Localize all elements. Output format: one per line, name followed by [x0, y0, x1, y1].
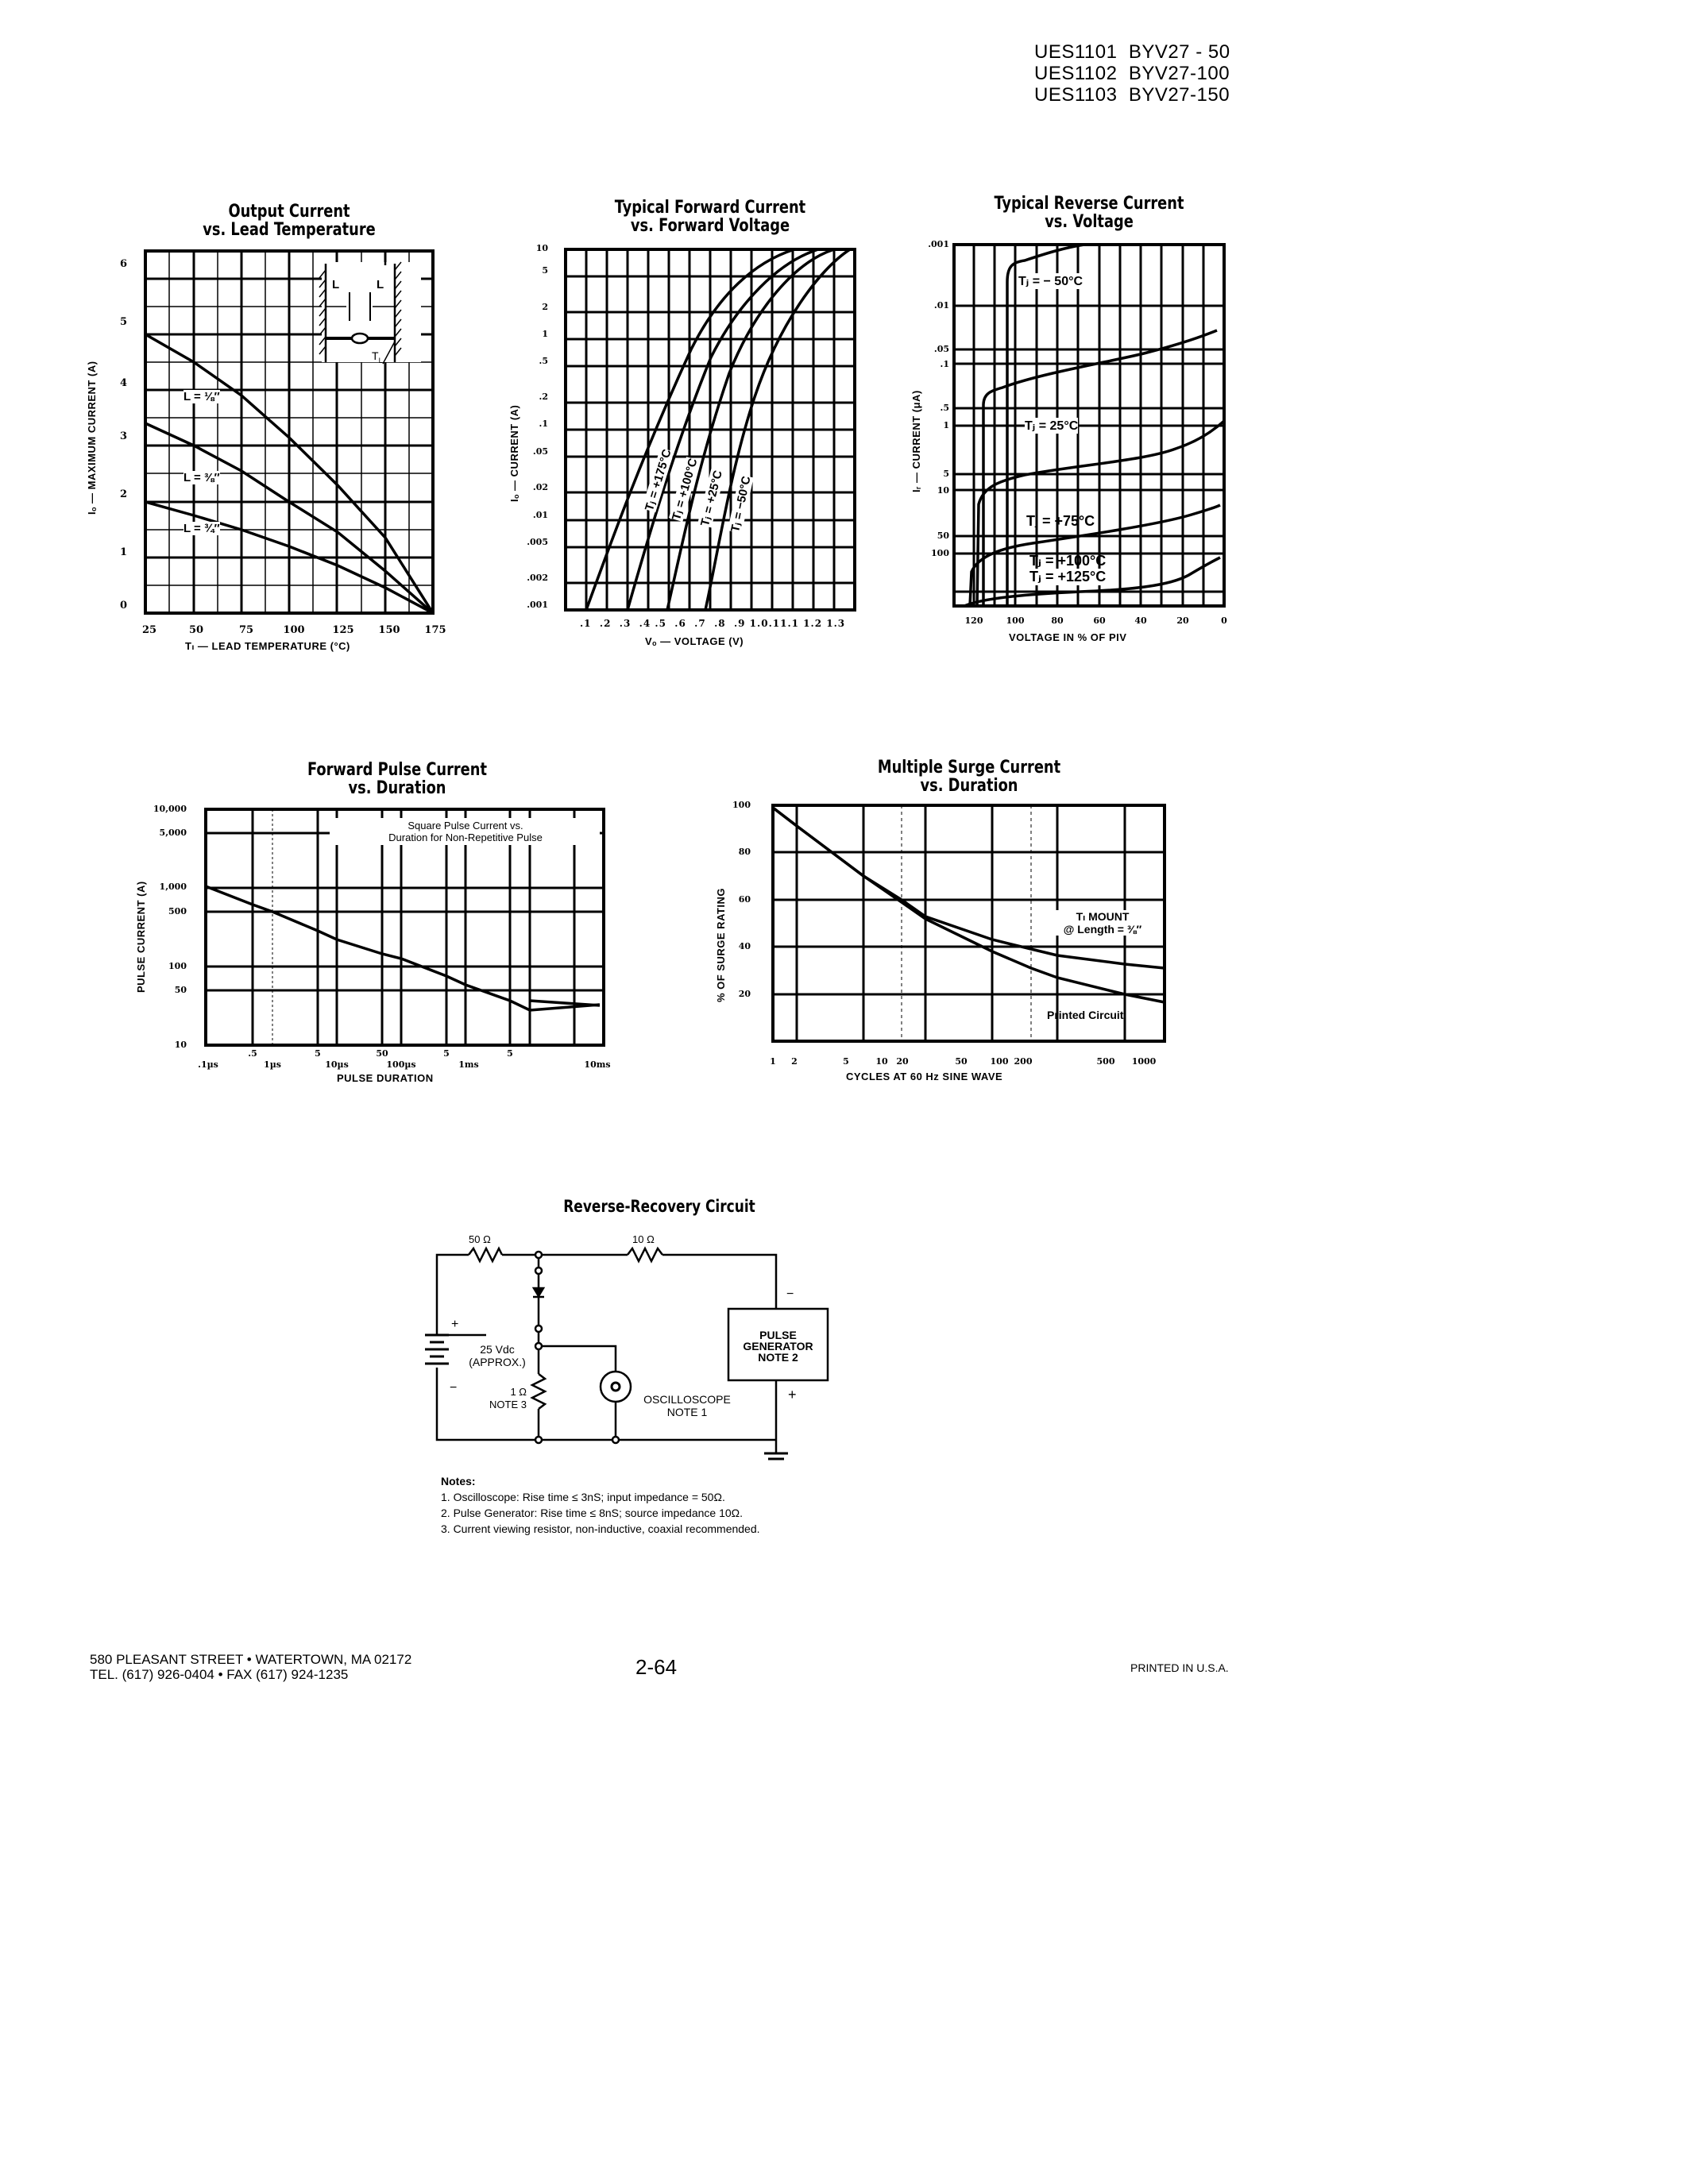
- label-r-10: 10 Ω: [632, 1233, 655, 1245]
- x-tick: 100: [283, 624, 305, 636]
- label-175c: Tⱼ = +175°C: [642, 447, 674, 513]
- chart-title: Typical Reverse Current vs. Voltage: [994, 194, 1184, 232]
- label-25c: Tⱼ = +25°C: [697, 469, 725, 528]
- part-line-3: UES1103 BYV27-150: [1034, 84, 1230, 106]
- y-tick: 50: [937, 531, 949, 541]
- x-tick-minor: 5: [315, 1048, 321, 1059]
- label-minus50c: Tⱼ = − 50°C: [1018, 275, 1083, 288]
- label-r-50: 50 Ω: [469, 1233, 491, 1245]
- y-axis-label: Iᵣ — CURRENT (μA): [910, 390, 922, 492]
- inset-label-tl: $T_L$: [372, 349, 383, 365]
- label-25c: Tⱼ = 25°C: [1025, 419, 1079, 433]
- diode-icon: [534, 1288, 543, 1296]
- y-tick: 1,000: [159, 882, 187, 892]
- x-tick: 150: [378, 624, 400, 636]
- part-line-1: UES1101 BYV27 - 50: [1034, 41, 1230, 63]
- label-printed-circuit: Printed Circuit: [1047, 1009, 1124, 1021]
- y-tick: .02: [532, 482, 548, 492]
- y-axis-label: Iₒ — MAXIMUM CURRENT (A): [86, 361, 98, 515]
- y-tick: 10: [535, 243, 548, 253]
- x-tick: 5: [843, 1056, 849, 1067]
- y-tick: 4: [119, 377, 127, 389]
- label-pulse-generator: PULSE GENERATOR NOTE 2: [743, 1329, 813, 1364]
- x-axis-label: CYCLES AT 60 Hz SINE WAVE: [846, 1071, 1003, 1082]
- label-l-three-quarters: L = ¾″: [183, 522, 220, 535]
- y-tick: .05: [933, 344, 949, 354]
- x-ticks-row: .1 .2 .3 .4 .5 .6 .7 .8 .9 1.0.11.1 1.2 1.3: [580, 618, 846, 629]
- x-tick: 1ms: [458, 1059, 479, 1070]
- chart-title: Multiple Surge Current vs. Duration: [877, 758, 1061, 796]
- x-axis-label: PULSE DURATION: [337, 1072, 434, 1084]
- x-tick: 50: [188, 624, 204, 636]
- y-tick: 10: [174, 1040, 187, 1050]
- y-tick: 100: [931, 548, 949, 558]
- notes-heading: Notes:: [441, 1475, 476, 1488]
- y-tick: .5: [940, 403, 949, 413]
- pulse-gen-minus: −: [786, 1287, 794, 1301]
- y-tick: .002: [527, 573, 548, 583]
- x-tick: 1µs: [264, 1059, 281, 1070]
- chart-title: Output Current vs. Lead Temperature: [203, 202, 376, 240]
- x-tick: 50: [955, 1056, 968, 1067]
- oscilloscope-icon: [601, 1372, 631, 1402]
- part-line-2: UES1102 BYV27-100: [1034, 63, 1230, 84]
- y-tick: .1: [940, 359, 949, 369]
- x-tick: 1: [770, 1056, 776, 1067]
- y-tick: 0: [119, 600, 127, 612]
- x-tick: 20: [1176, 615, 1189, 626]
- y-tick: 20: [738, 989, 751, 999]
- x-tick: 1000: [1131, 1056, 1157, 1067]
- x-tick: 40: [1134, 615, 1147, 626]
- label-100c: Tⱼ = +100°C: [669, 457, 701, 522]
- y-tick: 10: [937, 485, 949, 496]
- x-tick: 25: [141, 624, 157, 636]
- inset-label-l-right: L: [377, 278, 384, 291]
- resistor-1-icon: [532, 1374, 545, 1409]
- y-tick: .5: [539, 356, 548, 366]
- printed-in-usa: PRINTED IN U.S.A.: [1130, 1661, 1229, 1674]
- y-tick: 5: [119, 316, 127, 328]
- y-tick: 80: [738, 847, 751, 857]
- x-tick: 175: [424, 624, 446, 636]
- y-tick: .01: [532, 510, 548, 520]
- page-number: 2-64: [635, 1655, 678, 1679]
- x-tick: 125: [332, 624, 354, 636]
- x-axis-label: VOLTAGE IN % OF PIV: [1009, 631, 1127, 643]
- y-axis-label: % OF SURGE RATING: [715, 887, 727, 1002]
- resistor-50-icon: [469, 1248, 502, 1261]
- y-tick: 6: [119, 258, 127, 270]
- label-l-eighth: L = ⅛″: [183, 390, 220, 403]
- x-tick: 75: [238, 624, 254, 636]
- battery-minus: −: [450, 1381, 458, 1395]
- y-tick: 500: [168, 906, 187, 916]
- y-tick: 5: [943, 469, 949, 479]
- y-tick: 60: [738, 894, 751, 905]
- circuit-title: Reverse-Recovery Circuit: [563, 1197, 755, 1216]
- label-100c: Tⱼ = +100°C: [1029, 553, 1107, 569]
- x-tick: 100µs: [386, 1059, 416, 1070]
- x-tick: 500: [1096, 1056, 1115, 1067]
- label-minus50c: Tⱼ = −50°C: [728, 474, 754, 534]
- y-axis-label: PULSE CURRENT (A): [135, 881, 147, 993]
- x-tick: 80: [1051, 615, 1064, 626]
- x-tick: 2: [791, 1056, 798, 1067]
- x-tick-minor: 50: [376, 1048, 388, 1059]
- pulse-gen-plus: +: [788, 1387, 797, 1403]
- y-tick: .001: [527, 600, 548, 610]
- y-tick: 2: [119, 488, 127, 500]
- x-tick-minor: 5: [507, 1048, 513, 1059]
- x-tick: 10ms: [584, 1059, 611, 1070]
- x-tick: 100: [1006, 615, 1025, 626]
- x-tick: 0: [1221, 615, 1227, 626]
- label-25vdc: 25 Vdc (APPROX.): [469, 1343, 526, 1368]
- y-tick: 10,000: [153, 804, 187, 814]
- annotation-square-pulse: Square Pulse Current vs. Duration for Non-Repetitive Pulse: [388, 820, 543, 843]
- y-tick: .05: [532, 446, 548, 457]
- label-r-1-note3: 1 Ω NOTE 3: [489, 1386, 527, 1410]
- label-125c: Tⱼ = +125°C: [1029, 569, 1107, 585]
- x-tick: 60: [1093, 615, 1106, 626]
- y-tick: 2: [542, 302, 548, 312]
- y-tick: .005: [527, 537, 548, 547]
- x-axis-label: Vₒ — VOLTAGE (V): [645, 635, 744, 647]
- y-tick: 1: [119, 546, 127, 558]
- y-tick: 40: [738, 941, 751, 951]
- note-3: 3. Current viewing resistor, non-inductive, coaxial recommended.: [441, 1522, 760, 1535]
- y-tick: .01: [933, 300, 949, 311]
- y-tick: .001: [928, 239, 949, 249]
- x-axis-label: Tₗ — LEAD TEMPERATURE (°C): [185, 640, 350, 652]
- resistor-10-icon: [628, 1248, 662, 1261]
- note-2: 2. Pulse Generator: Rise time ≤ 8nS; source impedance 10Ω.: [441, 1507, 744, 1519]
- y-tick: 50: [174, 985, 187, 995]
- notes-section: [441, 1473, 760, 1537]
- y-tick: 5: [542, 265, 548, 276]
- y-tick: .2: [539, 392, 548, 402]
- y-tick: 5,000: [159, 828, 187, 838]
- y-tick: 100: [732, 800, 751, 810]
- y-axis-label: Iₒ — CURRENT (A): [508, 404, 520, 502]
- label-75c: Tⱼ = +75°C: [1026, 513, 1095, 529]
- y-tick: 3: [119, 430, 127, 442]
- label-oscilloscope: OSCILLOSCOPE NOTE 1: [643, 1393, 731, 1418]
- footer-address: 580 PLEASANT STREET • WATERTOWN, MA 02172 TEL. (617) 926-0404 • FAX (617) 924-1235: [90, 1652, 412, 1682]
- battery-plus: +: [451, 1318, 459, 1331]
- x-tick: 120: [964, 615, 983, 626]
- x-tick: 10: [875, 1056, 888, 1067]
- label-l-three-eighths: L = ⅜″: [183, 471, 220, 484]
- x-tick-minor: 5: [443, 1048, 450, 1059]
- chart-title: Forward Pulse Current vs. Duration: [307, 760, 487, 798]
- chart-title: Typical Forward Current vs. Forward Voltage: [614, 198, 806, 236]
- note-1: 1. Oscilloscope: Rise time ≤ 3nS; input impedance = 50Ω.: [441, 1491, 725, 1503]
- x-tick: 10µs: [325, 1059, 349, 1070]
- x-tick: 100: [990, 1056, 1009, 1067]
- inset-label-l-left: L: [332, 278, 340, 291]
- x-tick: .1µs: [198, 1059, 218, 1070]
- y-tick: 100: [168, 961, 187, 971]
- x-tick-minor: .5: [248, 1048, 257, 1059]
- x-tick: 20: [896, 1056, 909, 1067]
- y-tick: .1: [539, 419, 548, 429]
- label-tl-mount: Tₗ MOUNT @ Length = ⅜″: [1047, 910, 1158, 936]
- x-tick: 200: [1014, 1056, 1033, 1067]
- y-tick: 1: [542, 329, 548, 339]
- y-tick: 1: [943, 420, 949, 430]
